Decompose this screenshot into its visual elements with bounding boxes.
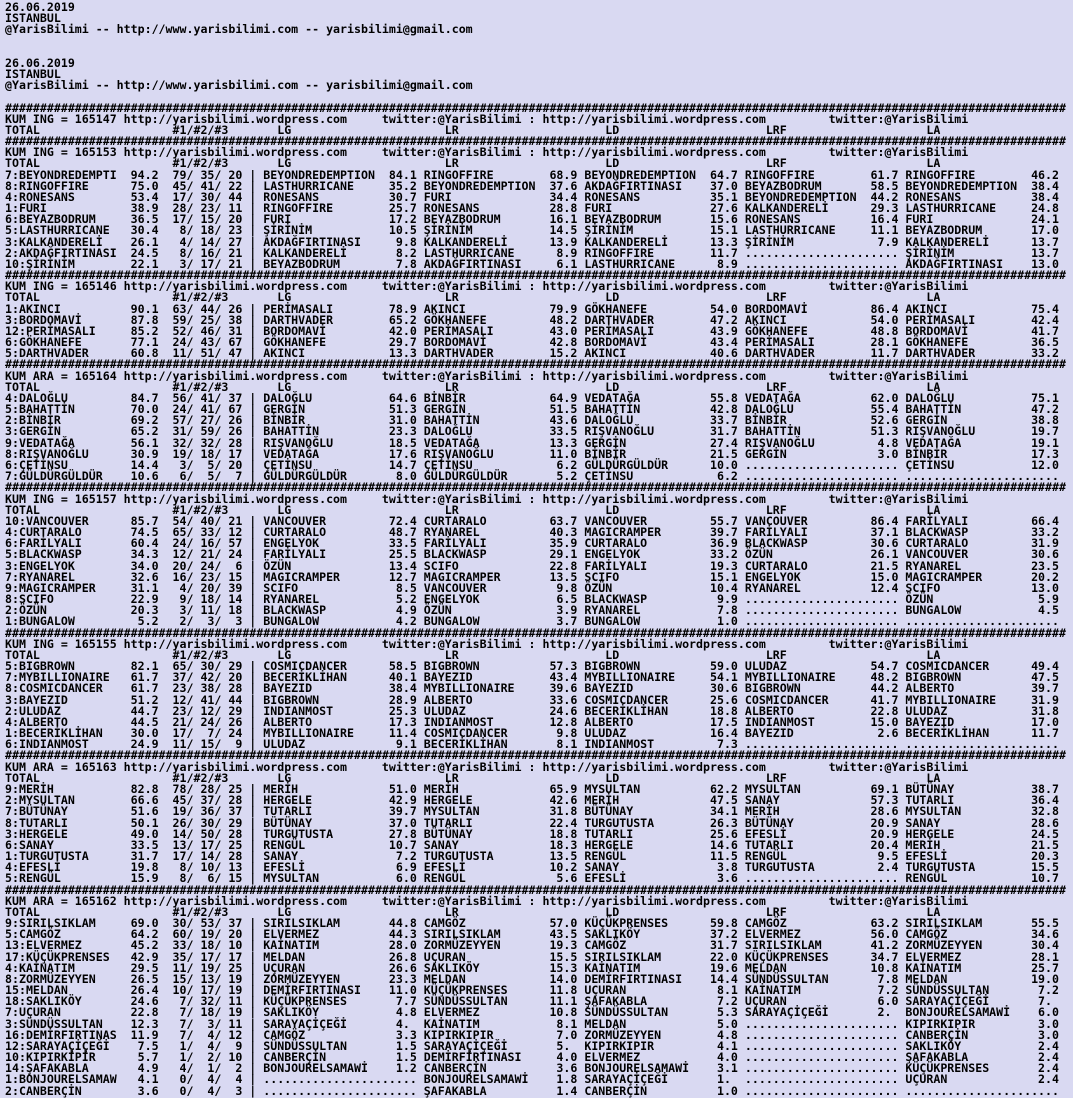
table-row: 4:KAİNATIM 29.5 11/ 19/ 25 | UÇURAN 26.6 SAKLIKÖY 15.3 KAİNATIM 19.6 MELDAN 10.8 KAİNATIM 25.7 — [5, 960, 1059, 975]
table-row: 6:BEYAZBODRUM 36.5 17/ 15/ 20 | FURI 17.2 BEYAZBODRUM 16.1 BEYAZBODRUM 15.6 RONESANS 16.4 FURI 24.1 — [5, 212, 1059, 227]
section-separator: ######################################################################################################################################################## — [5, 882, 1066, 897]
section-header: KUM ING = 165146 http://yarisbilimi.wordpress.com twitter:@YarisBilimi : http://yarisbilimi.wordpress.com twitter:@YarisBilimi — [5, 279, 969, 294]
section-separator: ######################################################################################################################################################## — [5, 100, 1066, 115]
table-row: 5:RENGÜL 15.9 8/ 6/ 15 | MYSULTAN 6.0 RENGÜL 5.6 EFESLİ 3.6 ...................... RENGÜL 10.7 — [5, 871, 1059, 886]
table-row: 8:SCIFO 22.9 9/ 18/ 14 | RYANAREL 5.2 ENGELYOK 6.5 BLACKWASP 9.9 ...................... ÖZÜN 5.9 — [5, 592, 1059, 607]
table-row: 4:CURTARALO 74.5 65/ 33/ 12 | CURTARALO 48.7 RYANAREL 40.3 MAGICRAMPER 39.7 FARİLYALI 37.1 BLACKWASP 33.2 — [5, 525, 1059, 540]
section-separator: ######################################################################################################################################################## — [5, 268, 1066, 283]
table-row: 7:MYBILLIONAIRE 61.7 37/ 42/ 20 | BECERİKLİHAN 40.1 BAYEZID 43.4 MYBILLIONAIRE 54.1 MYBILLIONAIRE 48.2 BIGBROWN 47.5 — [5, 670, 1059, 685]
table-row: 17:KÜÇÜKPRENSES 42.9 35/ 17/ 17 | MELDAN 26.8 UÇURAN 15.5 SIRILSIKLAM 22.0 KÜÇÜKPRENSES 34.7 ELVERMEZ 28.1 — [5, 949, 1059, 964]
table-row: 2:ÖZÜN 20.3 3/ 11/ 18 | BLACKWASP 4.9 ÖZÜN 3.9 RYANAREL 7.8 ...................... BUNGALOW 4.5 — [5, 603, 1059, 618]
table-row: 12:PERİMASALI 85.2 52/ 46/ 31 | BORDOMAVİ 42.0 PERİMASALI 43.0 PERİMASALI 43.9 GÖKHANEFE 48.8 BORDOMAVİ 41.7 — [5, 323, 1059, 338]
column-header: TOTAL #1/#2/#3 LG LR LD LRF LA — [5, 904, 941, 919]
blank-line — [5, 47, 1073, 58]
table-row: 16:DEMİRFIRTINAS 11.9 7/ 4/ 12 | CAMGÖZ 3.3 KIPIRKIPIR 7.0 ZORMÜZEYYEN 4.8 ...................... CANBERÇİN 3.0 — [5, 1027, 1059, 1042]
blank-line — [5, 36, 1073, 47]
column-header: TOTAL #1/#2/#3 LG LR LD LRF LA — [5, 502, 941, 517]
table-row: 1:BECERİKLİHAN 30.0 17/ 7/ 24 | MYBILLIONAIRE 11.4 COSMICDANCER 9.8 ULUDAZ 16.4 BAYEZID 2.6 BECERİKLİHAN 11.7 — [5, 726, 1059, 741]
table-row: 1:FURI 38.9 28/ 23/ 11 | RINGOFFIRE 25.7 RONESANS 28.8 FURI 27.6 KALKANDERELİ 29.3 LASTHURRICANE 24.8 — [5, 201, 1059, 216]
section-header: KUM ING = 165153 http://yarisbilimi.wordpress.com twitter:@YarisBilimi : http://yarisbilimi.wordpress.com twitter:@YarisBilimi — [5, 145, 969, 160]
table-row: 1:BUNGALOW 5.2 2/ 3/ 3 | BUNGALOW 4.2 BUNGALOW 3.7 BUNGALOW 1.0 ...................... ...................... — [5, 614, 1059, 629]
table-row: 6:ÇETİNSU 14.4 3/ 5/ 20 | ÇETİNSU 14.7 ÇETİNSU 6.2 GÜLDÜRGÜLDÜR 10.0 ...................... ÇETİNSU 12.0 — [5, 458, 1059, 472]
section-separator: ######################################################################################################################################################## — [5, 748, 1066, 763]
table-row: 7:UÇURAN 22.8 7/ 18/ 19 | SAKLIKÖY 4.8 ELVERMEZ 10.8 SÜNDÜSSULTAN 5.3 SARAYAÇİÇEĞİ 2. BONJOURELSAMAWİ 6.0 — [5, 1005, 1059, 1020]
column-header: TOTAL #1/#2/#3 LG LR LD LRF LA — [5, 647, 941, 662]
table-row: 3:KALKANDERELİ 26.1 4/ 14/ 27 | AKDAĞFIRTINASI 9.8 KALKANDERELİ 13.9 KALKANDERELİ 13.3 ŞİRİNİM 7.9 KALKANDERELİ 13.7 — [5, 234, 1059, 249]
table-row: 2:ULUDAZ 44.7 23/ 12/ 29 | INDIANMOST 25.3 ULUDAZ 24.6 BECERİKLİHAN 18.8 ALBERTO 22.8 ULUDAZ 31.8 — [5, 703, 1059, 718]
table-row: 7:BEYONDREDEMPTI 94.2 79/ 35/ 20 | BEYONDREDEMPTION 84.1 RINGOFFIRE 68.9 BEYONDREDEMPTION 64.7 RINGOFFIRE 61.7 RINGOFFIRE 46.2 — [5, 167, 1059, 182]
column-header: TOTAL #1/#2/#3 LG LR LD LRF LA — [5, 770, 941, 785]
column-header: TOTAL #1/#2/#3 LG LR LD LRF LA — [5, 290, 941, 305]
table-row: 1:AKINCI 90.1 63/ 44/ 26 | PERİMASALI 78.9 AKINCI 79.9 GÖKHANEFE 54.0 BORDOMAVİ 86.4 AKINCI 75.4 — [5, 301, 1059, 316]
section-separator: ######################################################################################################################################################## — [5, 134, 1066, 149]
table-row: 4:ALBERTO 44.5 21/ 24/ 26 | ALBERTO 17.3 INDIANMOST 12.8 ALBERTO 17.5 INDIANMOST 15.0 BAYEZID 17.0 — [5, 714, 1059, 729]
table-row: 2:BİNBİR 69.2 57/ 27/ 26 | BİNBİR 31.0 BAHATTİN 43.6 DALOĞLU 33.7 BİNBİR 52.6 GERGİN 38.8 — [5, 413, 1059, 428]
table-row: 9:VEDATAĞA 56.1 32/ 32/ 28 | RIŞVANOĞLU 18.5 VEDATAĞA 13.3 GERGİN 27.4 RIŞVANOĞLU 4.8 VEDATAĞA 19.1 — [5, 435, 1059, 450]
table-row: 1:BONJOURELSAMAW 4.1 0/ 4/ 4 | ...................... BONJOURELSAMAWİ 1.8 SARAYAÇİÇEĞİ 1. ...................... UÇURAN 2.4 — [5, 1072, 1059, 1087]
table-row: 7:RYANAREL 32.6 16/ 23/ 15 | MAGICRAMPER 12.7 MAGICRAMPER 13.5 SCIFO 15.1 ENGELYOK 15.0 MAGICRAMPER 20.2 — [5, 569, 1059, 584]
column-header: TOTAL #1/#2/#3 LG LR LD LRF LA — [5, 156, 941, 171]
table-row: 10:VANCOUVER 85.7 54/ 40/ 21 | VANCOUVER 72.4 CURTARALO 63.7 VANCOUVER 55.7 VANCOUVER 86.4 FARİLYALI 66.4 — [5, 513, 1059, 528]
section-separator: ######################################################################################################################################################## — [5, 357, 1066, 372]
table-row: 13:ELVERMEZ 45.2 33/ 18/ 10 | KAİNATIM 28.0 ZORMÜZEYYEN 19.3 CAMGÖZ 31.7 SIRILSIKLAM 41.2 ZORMÜZEYYEN 30.4 — [5, 938, 1059, 953]
table-row: 5:LASTHURRICANE 30.4 8/ 18/ 23 | ŞİRİNİM 10.5 ŞİRİNİM 14.5 ŞİRİNİM 15.1 LASTHURRICANE 11.1 BEYAZBODRUM 17.0 — [5, 223, 1059, 238]
table-row: 15:MELDAN 26.4 10/ 17/ 19 | DEMİRFIRTINASI 11.0 KÜÇÜKPRENSES 11.8 UÇURAN 8.1 KAİNATIM 7.2 SÜNDÜSSULTAN 7.2 — [5, 983, 1059, 998]
table-row: 1:TURGUTUSTA 31.7 17/ 14/ 28 | SANAY 7.2 TURGUTUSTA 13.5 RENGÜL 11.5 RENGÜL 9.5 EFESLİ 20.3 — [5, 849, 1059, 864]
section-header: KUM ING = 165155 http://yarisbilimi.wordpress.com twitter:@YarisBilimi : http://yarisbilimi.wordpress.com twitter:@YarisBilimi — [5, 636, 969, 651]
table-row: 9:MERİH 82.8 78/ 28/ 25 | MERİH 51.0 MERİH 65.9 MYSULTAN 62.2 MYSULTAN 69.1 BÜTÜNAY 38.7 — [5, 781, 1059, 796]
table-row: 8:ZORMÜZEYYEN 26.5 15/ 13/ 19 | ZORMÜZEYYEN 23.3 MELDAN 14.0 DEMİRFIRTINASI 14.4 SÜNDÜSSULTAN 7.8 MELDAN 19.0 — [5, 971, 1059, 986]
table-row: 5:BIGBROWN 82.1 65/ 30/ 29 | COSMICDANCER 58.5 BIGBROWN 57.3 BIGBROWN 59.0 ULUDAZ 54.7 COSMICDANCER 49.4 — [5, 659, 1059, 674]
table-row: 3:BORDOMAVİ 87.8 59/ 25/ 38 | DARTHVADER 65.2 GÖKHANEFE 48.2 DARTHVADER 47.2 AKINCI 54.0 PERİMASALI 42.4 — [5, 312, 1059, 327]
table-row: 5:CAMGÖZ 64.2 60/ 19/ 20 | ELVERMEZ 44.3 SIRILSIKLAM 43.5 SAKLIKÖY 37.2 ELVERMEZ 56.0 CAMGÖZ 34.6 — [5, 927, 1059, 942]
table-row: 3:SÜNDÜSSULTAN 12.3 7/ 3/ 11 | SARAYAÇİÇEĞİ 4. KAİNATIM 8.1 MELDAN 5.0 ...................... KIPIRKIPIR 3.0 — [5, 1016, 1059, 1031]
table-row: 10:ŞİRİNİM 22.1 3/ 17/ 21 | BEYAZBODRUM 7.8 AKDAĞFIRTINASI 6.1 LASTHURRICANE 8.9 ...................... AKDAĞFIRTINASI 13.0 — [5, 256, 1059, 271]
table-row: 5:BAHATTİN 70.0 24/ 41/ 67 | GERGİN 51.3 GERGİN 51.5 BAHATTİN 42.8 DALOĞLU 55.4 BAHATTİN 47.2 — [5, 402, 1059, 417]
table-row: 3:BAYEZID 51.2 12/ 41/ 44 | BIGBROWN 28.9 ALBERTO 33.6 COSMICDANCER 25.6 COSMICDANCER 41.7 MYBILLIONAIRE 31.9 — [5, 692, 1059, 707]
table-row: 8:RINGOFFIRE 75.0 45/ 41/ 22 | LASTHURRICANE 35.2 BEYONDREDEMPTION 37.6 AKDAĞFIRTINASI 37.0 BEYAZBODRUM 58.5 BEYONDREDEMPTION 38.4 — [5, 178, 1059, 193]
table-row: 8:TUTARLI 50.1 26/ 30/ 29 | BÜTÜNAY 37.0 TUTARLI 22.4 TURGUTUSTA 26.3 BÜTÜNAY 20.9 SANAY 28.6 — [5, 815, 1059, 830]
section-separator: ######################################################################################################################################################## — [5, 625, 1066, 640]
table-row: 9:SIRILSIKLAM 69.0 30/ 53/ 37 | SIRILSIKLAM 44.8 CAMGÖZ 57.0 KÜÇÜKPRENSES 59.8 CAMGÖZ 63.2 SIRILSIKLAM 55.5 — [5, 916, 1059, 931]
section-header: KUM ING = 165157 http://yarisbilimi.wordpress.com twitter:@YarisBilimi : http://yarisbilimi.wordpress.com twitter:@YarisBilimi — [5, 491, 969, 506]
table-row: 7:GÜLDÜRGÜLDÜR 10.6 6/ 5/ 7 | GÜLDÜRGÜLDÜR 8.0 GÜLDÜRGÜLDÜR 5.2 ÇETİNSU 6.2 ...................... ...................... — [5, 469, 1059, 484]
table-row: 18:SAKLIKÖY 24.6 7/ 32/ 11 | KÜÇÜKPRENSES 7.7 SÜNDÜSSULTAN 11.1 ŞAFAKABLA 7.2 UÇURAN 6.0 SARAYAÇİÇEĞİ 7. — [5, 994, 1059, 1009]
table-row: 6:INDIANMOST 24.9 11/ 15/ 9 | ULUDAZ 9.1 BECERİKLİHAN 8.1 INDIANMOST 7.3 ...................... ...................... — [5, 737, 1059, 752]
table-row: 3:GERGİN 65.2 31/ 59/ 26 | BAHATTİN 23.3 DALOĞLU 33.5 RIŞVANOĞLU 31.7 BAHATTİN 51.3 RIŞVANOĞLU 19.7 — [5, 424, 1059, 439]
section-header: KUM ARA = 165164 http://yarisbilimi.wordpress.com twitter:@YarisBilimi : http://yarisbilimi.wordpress.com twitter:@YarisBilimi — [5, 368, 969, 383]
section-header: KUM ING = 165147 http://yarisbilimi.wordpress.com twitter:@YarisBilimi : http://yarisbilimi.wordpress.com twitter:@YarisBilimi — [5, 111, 969, 126]
section-header: KUM ARA = 165162 http://yarisbilimi.wordpress.com twitter:@YarisBilimi : http://yarisbilimi.wordpress.com twitter:@YarisBilimi — [5, 893, 969, 908]
table-row: 2:AKDAĞFIRTINASI 24.5 8/ 16/ 21 | KALKANDERELİ 8.2 LASTHURRICANE 8.9 RINGOFFIRE 11.7 ...................... ŞİRİNİM 13.7 — [5, 245, 1059, 260]
column-header: TOTAL #1/#2/#3 LG LR LD LRF LA — [5, 379, 941, 394]
table-row: 8:COSMICDANCER 61.7 23/ 38/ 28 | BAYEZID 38.4 MYBILLIONAIRE 39.6 BAYEZID 30.6 BIGBROWN 44.2 ALBERTO 39.7 — [5, 681, 1059, 696]
table-row: 4:RONESANS 53.4 17/ 30/ 44 | RONESANS 30.7 FURI 34.4 RONESANS 35.1 BEYONDREDEMPTION 44.2 RONESANS 38.4 — [5, 189, 1059, 204]
report-byline: @YarisBilimi -- http://www.yarisbilimi.com -- yarisbilimi@gmail.com — [5, 78, 473, 93]
table-row: 3:ENGELYOK 34.0 20/ 24/ 6 | ÖZÜN 13.4 SCIFO 22.8 FARİLYALI 19.3 CURTARALO 21.5 RYANAREL 23.5 — [5, 558, 1059, 573]
report-city: ISTANBUL — [5, 67, 61, 81]
table-row: 5:BLACKWASP 34.3 12/ 21/ 24 | FARİLYALI 25.5 BLACKWASP 29.1 ENGELYOK 33.2 ÖZÜN 26.1 VANCOUVER 30.6 — [5, 547, 1059, 562]
report-date: 26.06.2019 — [5, 0, 75, 14]
table-row: 5:DARTHVADER 60.8 11/ 51/ 47 | AKINCI 13.3 DARTHVADER 15.2 AKINCI 40.6 DARTHVADER 11.7 DARTHVADER 33.2 — [5, 346, 1059, 361]
racing-report — [5, 2, 1073, 1097]
table-row: 12:SARAYAÇİÇEĞİ 7.5 1/ 4/ 9 | SÜNDÜSSULTAN 1.5 SARAYAÇİÇEĞİ 5. KIPIRKIPIR 4.1 ...................... SAKLIKÖY 2.4 — [5, 1038, 1059, 1053]
report-city: ISTANBUL — [5, 11, 61, 26]
table-row: 6:GÖKHANEFE 77.1 24/ 43/ 67 | GÖKHANEFE 29.7 BORDOMAVİ 42.8 BORDOMAVİ 43.4 PERİMASALI 28.1 GÖKHANEFE 36.5 — [5, 335, 1059, 350]
report-byline: @YarisBilimi -- http://www.yarisbilimi.com -- yarisbilimi@gmail.com — [5, 22, 473, 37]
table-row: 4:EFESLİ 19.8 8/ 10/ 13 | EFESLİ 6.9 EFESLİ 10.2 SANAY 3.8 TURGUTUSTA 2.4 TURGUTUSTA 15.5 — [5, 860, 1059, 875]
table-row: 9:MAGICRAMPER 31.1 4/ 20/ 39 | SCIFO 8.5 VANCOUVER 9.8 ÖZÜN 10.4 RYANAREL 12.4 SCIFO 13.0 — [5, 580, 1059, 595]
table-row: 3:HERGELE 49.0 14/ 50/ 28 | TURGUTUSTA 27.8 BÜTÜNAY 18.8 TUTARLI 25.6 EFESLİ 20.9 HERGELE 24.5 — [5, 826, 1059, 841]
table-row: 4:DALOĞLU 84.7 56/ 41/ 37 | DALOĞLU 64.6 BİNBİR 64.9 VEDATAĞA 55.8 VEDATAĞA 62.0 DALOĞLU 75.1 — [5, 390, 1059, 405]
section-header: KUM ARA = 165163 http://yarisbilimi.wordpress.com twitter:@YarisBilimi : http://yarisbilimi.wordpress.com twitter:@YarisBilimi — [5, 759, 969, 774]
table-row: 2:MYSULTAN 66.6 45/ 37/ 28 | HERGELE 42.9 HERGELE 42.6 MERİH 47.5 SANAY 57.3 TUTARLI 36.4 — [5, 793, 1059, 808]
table-row: 2:CANBERÇİN 3.6 0/ 4/ 3 | ...................... ŞAFAKABLA 1.4 CANBERÇİN 1.0 ...................... ...................... — [5, 1083, 1059, 1098]
table-row: 6:FARİLYALI 60.4 24/ 16/ 57 | ENGELYOK 33.5 FARİLYALI 35.9 CURTARALO 36.9 BLACKWASP 30.6 CURTARALO 31.9 — [5, 536, 1059, 551]
table-row: 8:RIŞVANOĞLU 30.9 19/ 18/ 17 | VEDATAĞA 17.6 RIŞVANOĞLU 11.0 BİNBİR 21.5 GERGİN 3.0 BİNBİR 17.3 — [5, 446, 1059, 461]
table-row: 14:ŞAFAKABLA 4.9 4/ 1/ 2 | BONJOURELSAMAWİ 1.2 CANBERÇİN 3.6 BONJOURELSAMAWİ 3.1 ...................... KÜÇÜKPRENSES 2.4 — [5, 1061, 1059, 1076]
table-row: 10:KIPIRKİPİR 5.7 1/ 2/ 10 | CANBERÇİN 1.5 DEMİRFİRTINASI 4.0 ELVERMEZ 4.0 ...................... ŞAFAKABLA 2.4 — [5, 1050, 1059, 1065]
report-date: 26.06.2019 — [5, 55, 75, 70]
section-separator: ######################################################################################################################################################## — [5, 480, 1066, 495]
table-row: 6:SANAY 33.5 13/ 17/ 25 | RENGÜL 10.7 SANAY 18.3 HERGELE 14.6 TUTARLI 20.4 MERİH 21.5 — [5, 837, 1059, 852]
table-row: 7:BÜTÜNAY 51.6 19/ 36/ 37 | TUTARLI 39.7 MYSULTAN 31.8 BÜTÜNAY 34.1 MERİH 28.6 MYSULTAN 32.8 — [5, 804, 1059, 819]
report-sections — [5, 100, 1073, 1098]
column-header: TOTAL #1/#2/#3 LG LR LD LRF LA — [5, 122, 941, 137]
